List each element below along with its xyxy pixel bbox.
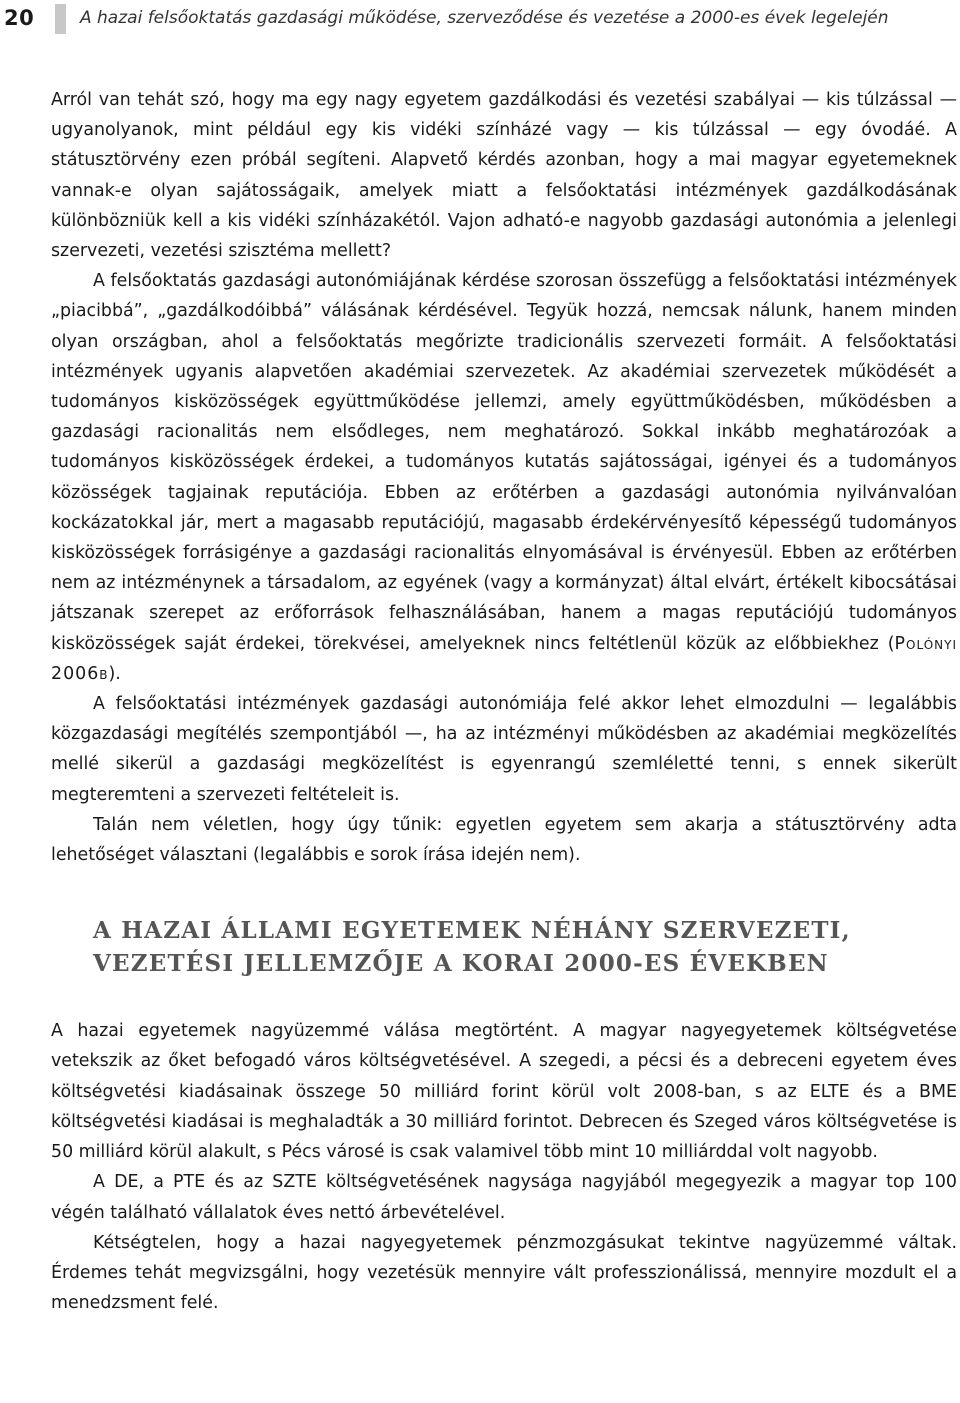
paragraph-1: Arról van tehát szó, hogy ma egy nagy egyetem gazdálkodási és vezetési szabályai — kis túlzással — ugyanolyanok, mint például egy kis vidéki színházé vagy — kis túlzással — egy óvodáé. A státusztörvény ezen próbál segíteni. Alapvető kérdés azonban, hogy a mai magyar egyetemeknek vannak-e olyan sajátosságaik, amelyek miatt a felsőoktatási intézmények gazdálkodásának különbözniük kell a kis vidéki színházakétól. Vajon adható-e nagyobb gazdasági autonómia a jelenlegi szervezeti, vezetési szisztéma mellett? — [51, 90, 957, 262]
paragraph-3: A felsőoktatási intézmények gazdasági autonómiája felé akkor lehet elmozdulni — legalábbis közgazdasági megítélés szempontjából —, ha az intézményi működésben az akadémiai megközelítés mellé sikerül a gazdasági megközelítést is egyenrangú szemléletté tenni, s ennek sikerült megteremteni a szervezeti feltételeit is. — [51, 694, 957, 805]
paragraph-7: Kétségtelen, hogy a hazai nagyegyetemek pénzmozgásukat tekintve nagyüzemmé váltak. Érdemes tehát megvizsgálni, hogy vezetésük mennyire vált professzionálissá, mennyire mozdult el a menedzsment felé. — [51, 1232, 957, 1314]
header-divider — [55, 4, 66, 34]
body-text — [51, 85, 957, 1318]
paragraph-2 — [51, 266, 957, 689]
page-number: 20 — [4, 6, 35, 30]
paragraph-2-text: A felsőoktatás gazdasági autonómiájának kérdése szorosan összefügg a felsőoktatási intézmények „piacibbá”, „gazdálkodóibbá” válásának kérdésével. Tegyük hozzá, nemcsak nálunk, hanem minden olyan országban, ahol a felsőoktatás megőrizte tradicionális szervezeti formáit. A felsőoktatási intézmények ugyanis alapvetően akadémiai szervezetek. Az akadémiai szervezetek működését a tudományos kisközösségek együttműködése jellemzi, amely együttműködésben, működésben a gazdasági racionalitás nem elsődleges, nem meghatározó. Sokkal inkább meghatározóak a tudományos kisközösségek érdekei, a tudományos kutatás sajátosságai, igényei és a tudományos közösségek tagjainak reputációja. Ebben az erőtérben a gazdasági autonómia nyilvánvalóan kockázatokkal jár, mert a magasabb reputációjú, magasabb érdekérvényesítő képességű tudományos kisközösségek forrásigénye a gazdasági racionalitás elnyomásával is érvényesül. Ebben az erőtérben nem az intézménynek a társadalom, az egyének (vagy a kormányzat) által elvárt, értékelt kibocsátásai játszanak szerepet az erőforrások felhasználásában, hanem a magas reputációjú tudományos kisközösségek saját érdekei, törekvései, amelyeknek nincs feltétlenül közük az előbbiekhez ( — [51, 271, 957, 654]
section-heading: A HAZAI ÁLLAMI EGYETEMEK NÉHÁNY SZERVEZETI, VEZETÉSI JELLEMZŐJE A KORAI 2000-ES ÉVEKBEN — [93, 917, 851, 978]
paragraph-6: A DE, a PTE és az SZTE költségvetésének nagysága nagyjából megegyezik a magyar top 100 végén található vállalatok éves nettó árbevételével. — [51, 1172, 957, 1223]
running-title: A hazai felsőoktatás gazdasági működése, szerveződése és vezetése a 2000-es évek legelején — [80, 8, 889, 28]
paragraph-5: A hazai egyetemek nagyüzemmé válása megtörtént. A magyar nagyegyetemek költségvetése vetekszik az őket befogadó város költségvetésével. A szegedi, a pécsi és a debreceni egyetem éves költségvetési kiadásainak összege 50 milliárd forint körül volt 2008-ban, s az ELTE és a BME költségvetési kiadásai is meghaladták a 30 milliárd forintot. Debrecen és Szeged város költségvetése is 50 milliárd körül alakult, s Pécs városé is csak valamivel több mint 10 milliárddal volt nagyobb. — [51, 1021, 957, 1163]
paragraph-4: Talán nem véletlen, hogy úgy tűnik: egyetlen egyetem sem akarja a státusztörvény adta lehetőséget választani (legalábbis e sorok írása idején nem). — [51, 814, 957, 866]
citation: Polónyi 2006b — [51, 633, 957, 684]
paragraph-2-end: ). — [108, 663, 121, 684]
running-header — [0, 0, 960, 40]
